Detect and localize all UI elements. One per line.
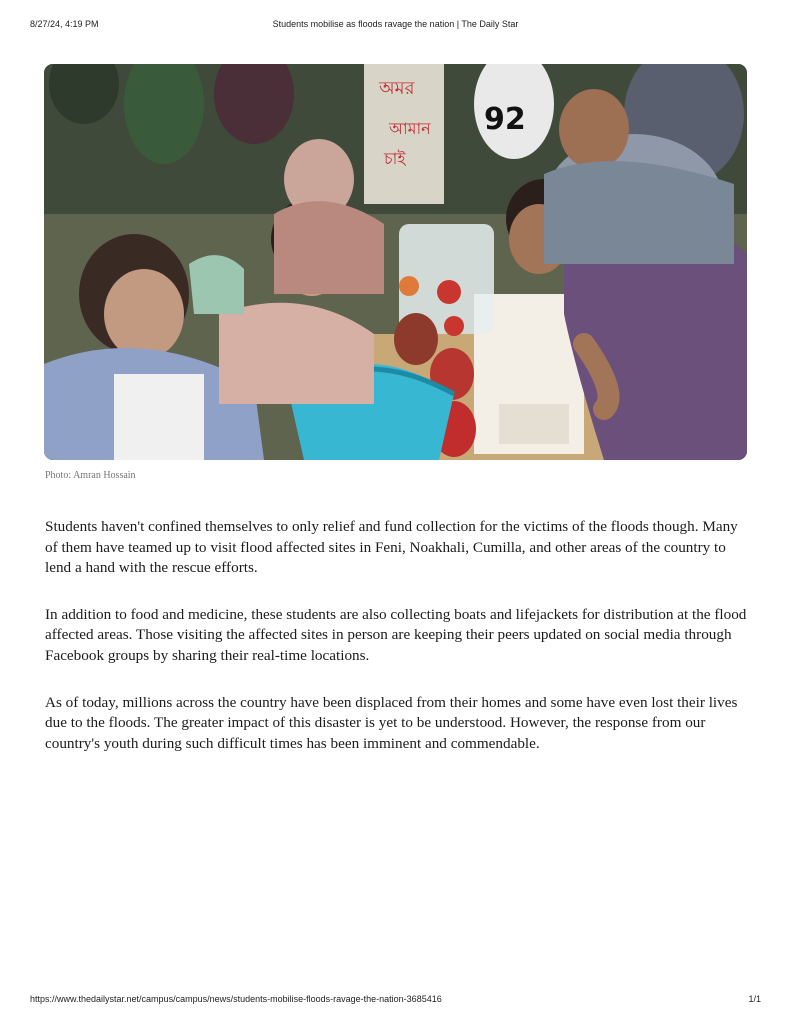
svg-text:অমর: অমর (379, 78, 415, 99)
print-footer (30, 994, 761, 1008)
print-header (30, 19, 761, 33)
article-paragraph: As of today, millions across the country have been displaced from their homes and some have even lost their lives due to the floods. The greater impact of this disaster is yet to be understood. However, the response from our country's youth during such difficult times has been imminent and commendable. (45, 693, 738, 752)
page-indicator: 1/1 (748, 994, 761, 1004)
svg-text:আমান: আমান (389, 119, 431, 138)
print-datetime: 8/27/24, 4:19 PM (30, 19, 99, 29)
article-photo (44, 64, 747, 460)
photo-image (44, 64, 747, 460)
jersey-number: 92 (484, 102, 526, 137)
article-paragraph: Students haven't confined themselves to only relief and fund collection for the victims of the floods though. Many of them have teamed up to visit flood affected sites in Feni, Noakhali, Cumilla, and other areas of the country to lend a hand with the rescue efforts. (45, 518, 738, 577)
photo-caption: Photo: Amran Hossain (45, 470, 136, 481)
article-body (45, 517, 750, 780)
print-page-title: Students mobilise as floods ravage the nation | The Daily Star (272, 19, 519, 29)
article-paragraph: In addition to food and medicine, these students are also collecting boats and lifejackets for distribution at the flood affected areas. Those visiting the affected sites in person are keeping their peers updated on social media through Facebook groups by sharing their real-time locations. (45, 605, 747, 664)
print-url: https://www.thedailystar.net/campus/campus/news/students-mobilise-floods-ravage-the-nation-3685416 (30, 994, 442, 1004)
svg-text:চাই: চাই (384, 149, 406, 168)
